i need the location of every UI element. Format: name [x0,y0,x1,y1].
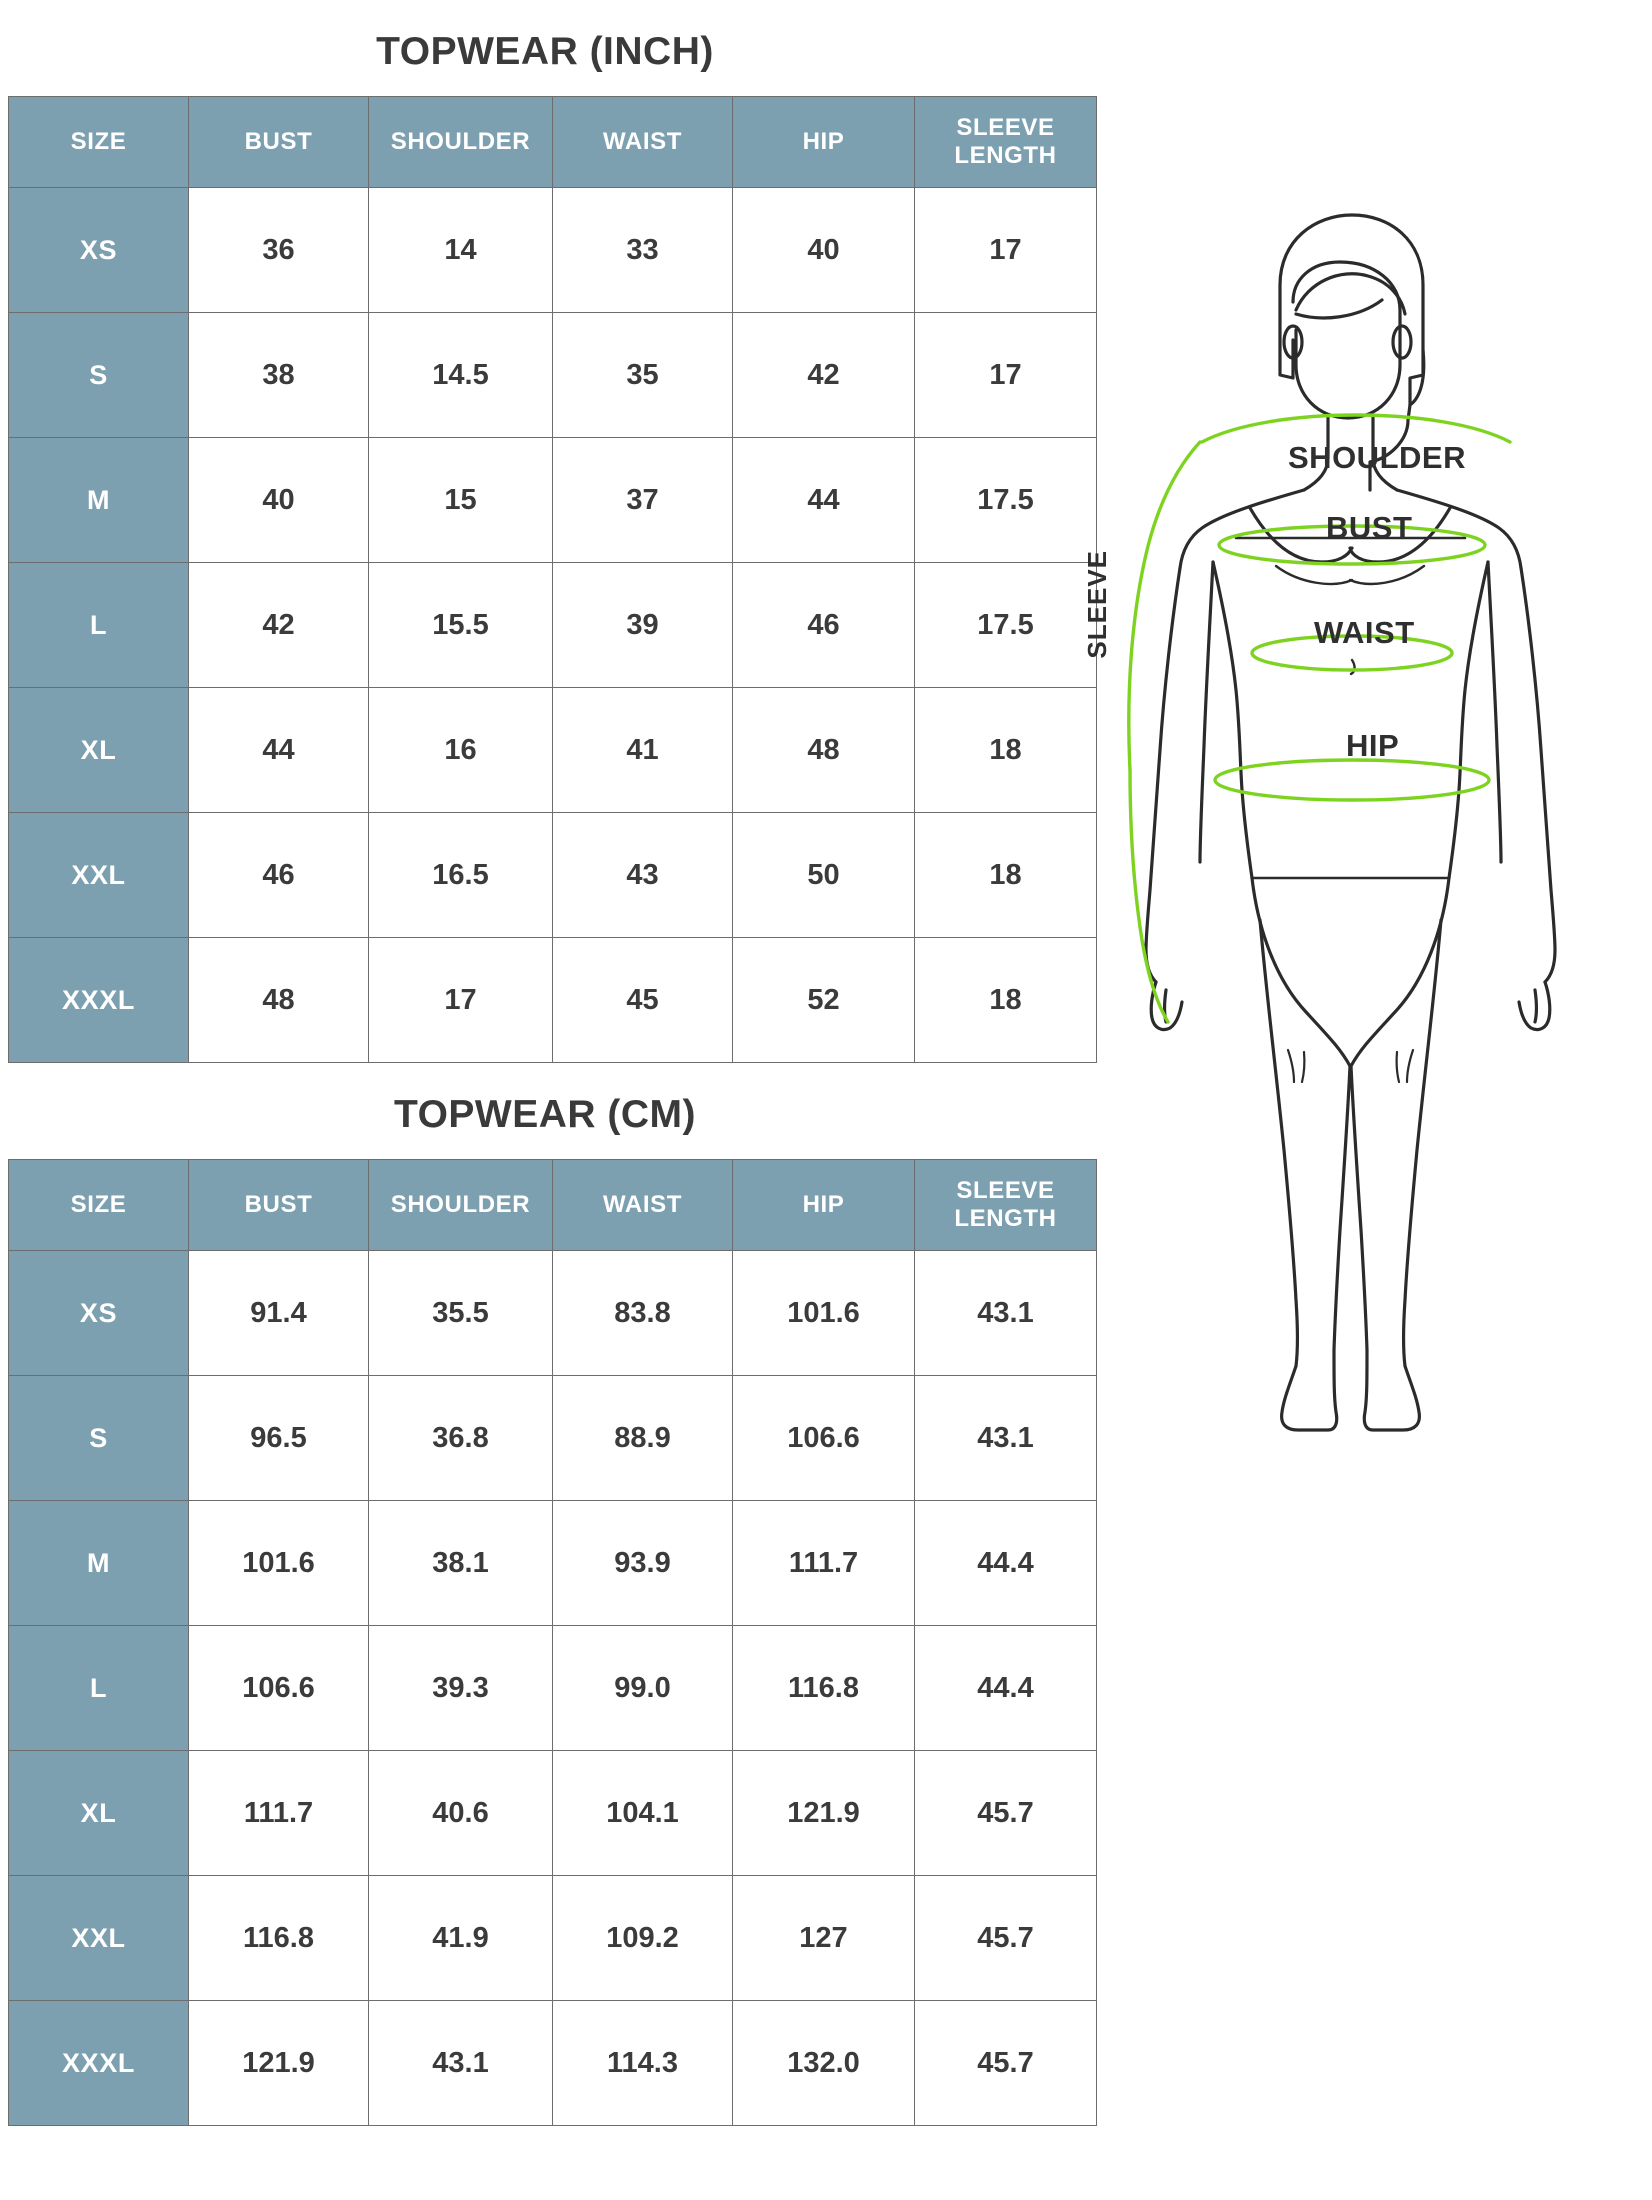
table-title-inch: TOPWEAR (INCH) [376,30,714,73]
cell-waist: 99.0 [553,1626,733,1751]
body-figure [1082,190,1650,1520]
cell-shoulder: 14 [369,188,553,313]
cell-bust: 42 [189,563,369,688]
figure-label-waist: WAIST [1314,615,1415,650]
cell-waist: 43 [553,813,733,938]
cell-waist: 93.9 [553,1501,733,1626]
table-row [9,313,1097,438]
cell-bust: 121.9 [189,2001,369,2126]
table-row [9,1751,1097,1876]
female-body-illustration [1090,190,1650,1440]
figure-label-sleeve: SLEEVE [1082,550,1112,659]
cell-shoulder: 15 [369,438,553,563]
figure-label-shoulder: SHOULDER [1288,440,1466,475]
cell-size: XXXL [9,2001,189,2126]
cell-sleeve-length: 18 [915,813,1097,938]
cell-hip: 44 [733,438,915,563]
cell-shoulder: 15.5 [369,563,553,688]
cell-sleeve-length: 45.7 [915,1751,1097,1876]
table-row [9,1501,1097,1626]
cell-waist: 37 [553,438,733,563]
column-header-waist: WAIST [553,97,733,188]
cell-size: XXL [9,1876,189,2001]
cell-sleeve-length: 17 [915,188,1097,313]
cell-hip: 52 [733,938,915,1063]
cell-hip: 46 [733,563,915,688]
cell-sleeve-length: 45.7 [915,2001,1097,2126]
cell-bust: 101.6 [189,1501,369,1626]
cell-shoulder: 41.9 [369,1876,553,2001]
cell-waist: 114.3 [553,2001,733,2126]
column-header-hip: HIP [733,97,915,188]
cell-hip: 111.7 [733,1501,915,1626]
cell-waist: 109.2 [553,1876,733,2001]
cell-shoulder: 16.5 [369,813,553,938]
cell-sleeve-length: 45.7 [915,1876,1097,2001]
table-row [9,188,1097,313]
cell-hip: 40 [733,188,915,313]
column-header-bust: BUST [189,1160,369,1251]
cell-bust: 40 [189,438,369,563]
cell-hip: 121.9 [733,1751,915,1876]
table-header-row [9,97,1097,188]
cell-size: L [9,1626,189,1751]
table-row [9,2001,1097,2126]
cell-size: M [9,438,189,563]
column-header-sleeve-length: SLEEVE LENGTH [915,97,1097,188]
cell-bust: 44 [189,688,369,813]
cell-bust: 91.4 [189,1251,369,1376]
cell-bust: 36 [189,188,369,313]
cell-bust: 96.5 [189,1376,369,1501]
column-header-shoulder: SHOULDER [369,97,553,188]
cell-sleeve-length: 17.5 [915,563,1097,688]
cell-shoulder: 43.1 [369,2001,553,2126]
cell-waist: 104.1 [553,1751,733,1876]
column-header-hip: HIP [733,1160,915,1251]
table-row [9,563,1097,688]
table-row [9,1251,1097,1376]
table-row [9,1626,1097,1751]
cell-shoulder: 40.6 [369,1751,553,1876]
cell-size: XXL [9,813,189,938]
cell-shoulder: 17 [369,938,553,1063]
column-header-size: SIZE [9,97,189,188]
cell-sleeve-length: 43.1 [915,1376,1097,1501]
cell-sleeve-length: 17.5 [915,438,1097,563]
cell-bust: 38 [189,313,369,438]
cell-hip: 42 [733,313,915,438]
table-row [9,938,1097,1063]
table-row [9,688,1097,813]
cell-size: XS [9,1251,189,1376]
hip-measure-line [1215,760,1489,800]
cell-bust: 106.6 [189,1626,369,1751]
table-row [9,1876,1097,2001]
cell-waist: 39 [553,563,733,688]
cell-hip: 106.6 [733,1376,915,1501]
size-table-inch [8,96,1097,1063]
figure-label-bust: BUST [1326,510,1413,545]
cell-sleeve-length: 18 [915,938,1097,1063]
cell-waist: 45 [553,938,733,1063]
column-header-sleeve-length: SLEEVE LENGTH [915,1160,1097,1251]
column-header-size: SIZE [9,1160,189,1251]
cell-size: XL [9,1751,189,1876]
sleeve-measure-line [1129,442,1200,770]
cell-size: S [9,313,189,438]
table-row [9,438,1097,563]
cell-waist: 35 [553,313,733,438]
cell-sleeve-length: 17 [915,313,1097,438]
table-row [9,813,1097,938]
cell-waist: 41 [553,688,733,813]
cell-size: XXXL [9,938,189,1063]
cell-size: XS [9,188,189,313]
cell-hip: 116.8 [733,1626,915,1751]
table-header-row [9,1160,1097,1251]
table-row [9,1376,1097,1501]
cell-size: XL [9,688,189,813]
cell-waist: 88.9 [553,1376,733,1501]
cell-bust: 46 [189,813,369,938]
table-title-cm: TOPWEAR (CM) [393,1093,697,1136]
cell-size: S [9,1376,189,1501]
cell-hip: 127 [733,1876,915,2001]
cell-hip: 50 [733,813,915,938]
cell-shoulder: 16 [369,688,553,813]
column-header-shoulder: SHOULDER [369,1160,553,1251]
cell-bust: 48 [189,938,369,1063]
cell-shoulder: 36.8 [369,1376,553,1501]
cell-shoulder: 14.5 [369,313,553,438]
cell-shoulder: 35.5 [369,1251,553,1376]
column-header-waist: WAIST [553,1160,733,1251]
cell-bust: 111.7 [189,1751,369,1876]
figure-label-hip: HIP [1346,728,1400,763]
cell-size: L [9,563,189,688]
cell-waist: 33 [553,188,733,313]
cell-sleeve-length: 44.4 [915,1501,1097,1626]
cell-bust: 116.8 [189,1876,369,2001]
column-header-bust: BUST [189,97,369,188]
cell-shoulder: 39.3 [369,1626,553,1751]
cell-sleeve-length: 44.4 [915,1626,1097,1751]
size-table-cm [8,1159,1097,2126]
cell-shoulder: 38.1 [369,1501,553,1626]
cell-waist: 83.8 [553,1251,733,1376]
cell-sleeve-length: 43.1 [915,1251,1097,1376]
cell-hip: 48 [733,688,915,813]
cell-size: M [9,1501,189,1626]
cell-sleeve-length: 18 [915,688,1097,813]
cell-hip: 101.6 [733,1251,915,1376]
cell-hip: 132.0 [733,2001,915,2126]
